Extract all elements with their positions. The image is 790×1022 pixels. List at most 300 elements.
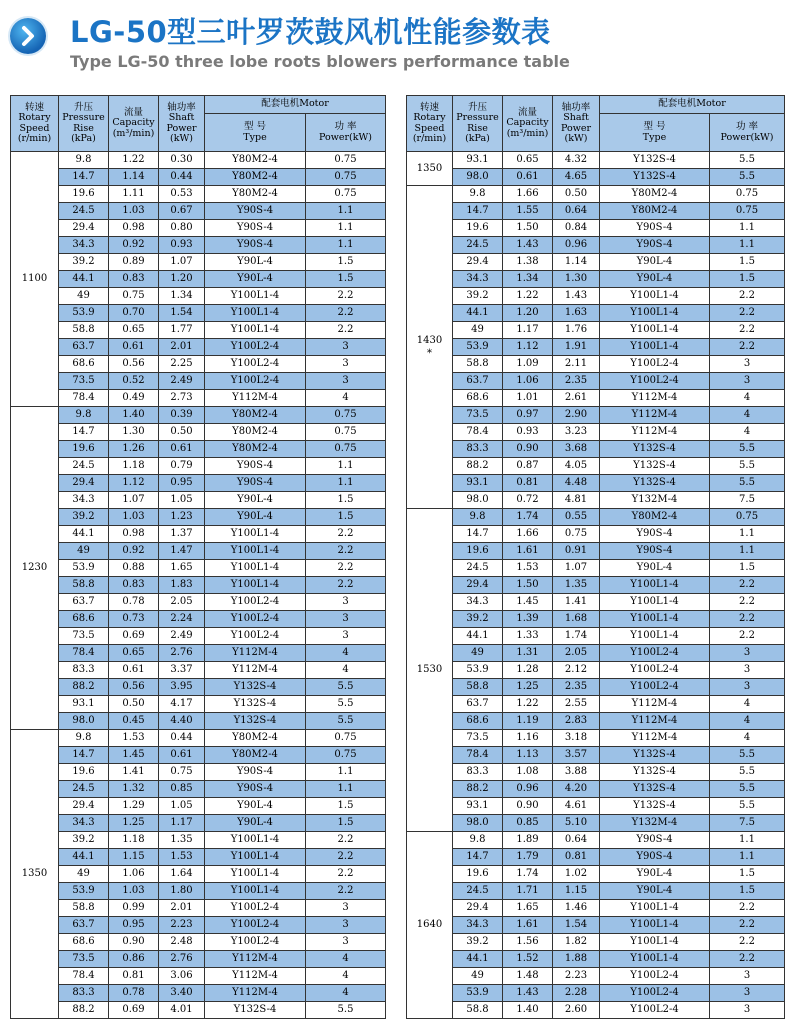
motor-type-cell: Y132S-4	[600, 747, 710, 764]
pressure-cell: 19.6	[453, 220, 503, 237]
shaft-power-cell: 1.53	[159, 849, 205, 866]
shaft-power-cell: 4.40	[159, 713, 205, 730]
motor-type-cell: Y90S-4	[600, 526, 710, 543]
shaft-power-cell: 3.23	[553, 424, 600, 441]
shaft-power-cell: 2.28	[553, 985, 600, 1002]
capacity-cell: 0.88	[109, 560, 159, 577]
motor-type-cell: Y112M-4	[205, 390, 306, 407]
motor-power-cell: 2.2	[306, 288, 386, 305]
capacity-cell: 1.12	[503, 339, 553, 356]
shaft-power-cell: 0.30	[159, 152, 205, 169]
shaft-power-cell: 0.84	[553, 220, 600, 237]
table-row	[407, 917, 785, 934]
motor-type-cell: Y100L1-4	[600, 934, 710, 951]
motor-type-cell: Y100L1-4	[205, 577, 306, 594]
capacity-cell: 0.93	[503, 424, 553, 441]
motor-type-cell: Y100L1-4	[205, 560, 306, 577]
pressure-cell: 73.5	[453, 407, 503, 424]
shaft-power-cell: 0.50	[159, 424, 205, 441]
capacity-cell: 0.52	[109, 373, 159, 390]
motor-power-cell: 5.5	[710, 747, 785, 764]
pressure-cell: 44.1	[453, 628, 503, 645]
table-row	[11, 186, 386, 203]
capacity-cell: 0.72	[503, 492, 553, 509]
motor-power-cell: 1.5	[306, 492, 386, 509]
capacity-cell: 0.81	[503, 475, 553, 492]
pressure-cell: 63.7	[59, 594, 109, 611]
pressure-cell: 49	[59, 866, 109, 883]
motor-type-cell: Y132S-4	[600, 475, 710, 492]
speed-cell: 1430 *	[407, 186, 453, 509]
pressure-cell: 88.2	[59, 1002, 109, 1019]
shaft-power-cell: 0.61	[159, 747, 205, 764]
motor-power-cell: 3	[710, 1002, 785, 1019]
motor-header: 配套电机Motor	[205, 96, 386, 114]
capacity-cell: 0.96	[503, 781, 553, 798]
motor-type-cell: Y90S-4	[600, 832, 710, 849]
motor-type-cell: Y100L2-4	[205, 611, 306, 628]
pressure-cell: 39.2	[453, 288, 503, 305]
motor-type-cell: Y112M-4	[600, 390, 710, 407]
pressure-cell: 78.4	[59, 645, 109, 662]
pressure-cell: 68.6	[59, 611, 109, 628]
table-row	[11, 917, 386, 934]
capacity-cell: 1.06	[503, 373, 553, 390]
motor-power-cell: 3	[710, 985, 785, 1002]
capacity-cell: 0.98	[109, 526, 159, 543]
shaft-power-cell: 2.76	[159, 645, 205, 662]
motor-power-cell: 0.75	[306, 747, 386, 764]
shaft-power-cell: 3.95	[159, 679, 205, 696]
shaft-power-cell: 1.74	[553, 628, 600, 645]
pressure-cell: 34.3	[453, 271, 503, 288]
motor-power-cell: 1.1	[710, 526, 785, 543]
performance-table-left	[10, 95, 386, 1019]
shaft-power-cell: 1.68	[553, 611, 600, 628]
pressure-cell: 39.2	[59, 832, 109, 849]
motor-type-cell: Y90L-4	[205, 271, 306, 288]
pressure-cell: 34.3	[453, 594, 503, 611]
speed-cell: 1100	[11, 152, 59, 407]
shaft-power-cell: 4.17	[159, 696, 205, 713]
table-row	[11, 611, 386, 628]
shaft-power-cell: 5.10	[553, 815, 600, 832]
motor-power-cell: 2.2	[306, 577, 386, 594]
table-row	[11, 424, 386, 441]
table-row	[407, 662, 785, 679]
motor-power-cell: 4	[306, 968, 386, 985]
motor-power-header: 功 率 Power(kW)	[306, 114, 386, 152]
motor-type-cell: Y90S-4	[600, 543, 710, 560]
pressure-cell: 83.3	[453, 441, 503, 458]
motor-type-cell: Y100L1-4	[600, 339, 710, 356]
shaft-power-cell: 1.30	[553, 271, 600, 288]
shaft-power-cell: 0.55	[553, 509, 600, 526]
shaft-power-cell: 1.47	[159, 543, 205, 560]
motor-type-cell: Y132M-4	[600, 815, 710, 832]
pressure-cell: 73.5	[453, 730, 503, 747]
table-row	[11, 390, 386, 407]
shaft-power-cell: 2.01	[159, 900, 205, 917]
table-row	[11, 407, 386, 424]
pressure-cell: 39.2	[453, 934, 503, 951]
shaft-power-cell: 4.48	[553, 475, 600, 492]
motor-type-cell: Y100L2-4	[205, 373, 306, 390]
table-row	[407, 203, 785, 220]
motor-power-cell: 4	[710, 696, 785, 713]
pressure-cell: 9.8	[453, 186, 503, 203]
shaft-power-cell: 1.88	[553, 951, 600, 968]
capacity-cell: 0.95	[109, 917, 159, 934]
motor-power-cell: 5.5	[710, 781, 785, 798]
shaft-power-cell: 1.41	[553, 594, 600, 611]
pressure-cell: 88.2	[59, 679, 109, 696]
capacity-cell: 1.74	[503, 509, 553, 526]
motor-type-cell: Y90L-4	[600, 254, 710, 271]
pressure-cell: 39.2	[59, 254, 109, 271]
pressure-cell: 53.9	[453, 985, 503, 1002]
motor-power-cell: 1.1	[710, 543, 785, 560]
motor-type-cell: Y100L1-4	[600, 611, 710, 628]
pressure-cell: 39.2	[453, 611, 503, 628]
motor-power-cell: 4	[306, 662, 386, 679]
pressure-cell: 9.8	[59, 407, 109, 424]
table-row	[407, 577, 785, 594]
pressure-cell: 9.8	[59, 152, 109, 169]
shaft-power-cell: 0.81	[553, 849, 600, 866]
table-row	[407, 730, 785, 747]
motor-power-cell: 2.2	[306, 526, 386, 543]
motor-power-cell: 1.1	[306, 764, 386, 781]
pressure-cell: 63.7	[453, 696, 503, 713]
capacity-cell: 0.61	[109, 662, 159, 679]
motor-power-cell: 5.5	[710, 152, 785, 169]
capacity-cell: 1.61	[503, 543, 553, 560]
shaft-power-cell: 2.24	[159, 611, 205, 628]
shaft-power-cell: 1.23	[159, 509, 205, 526]
motor-type-cell: Y112M-4	[600, 696, 710, 713]
page-subtitle: Type LG-50 three lobe roots blowers performance table	[70, 52, 570, 71]
table-row	[407, 322, 785, 339]
motor-power-cell: 3	[710, 645, 785, 662]
shaft-power-cell: 0.44	[159, 169, 205, 186]
table-row	[407, 628, 785, 645]
shaft-power-cell: 1.34	[159, 288, 205, 305]
shaft-power-cell: 0.85	[159, 781, 205, 798]
shaft-power-cell: 1.15	[553, 883, 600, 900]
chevron-right-circle-icon	[10, 18, 46, 54]
capacity-cell: 0.65	[503, 152, 553, 169]
motor-type-cell: Y90L-4	[600, 560, 710, 577]
table-row	[407, 968, 785, 985]
pressure-cell: 44.1	[453, 951, 503, 968]
table-row	[407, 832, 785, 849]
motor-type-cell: Y100L2-4	[600, 662, 710, 679]
table-row	[407, 220, 785, 237]
shaft-power-cell: 2.60	[553, 1002, 600, 1019]
motor-power-cell: 5.5	[710, 475, 785, 492]
shaft-power-cell: 2.83	[553, 713, 600, 730]
motor-power-cell: 4	[710, 730, 785, 747]
table-row	[11, 441, 386, 458]
table-row	[407, 934, 785, 951]
pressure-cell: 68.6	[59, 356, 109, 373]
capacity-cell: 0.78	[109, 594, 159, 611]
shaft-power-cell: 2.61	[553, 390, 600, 407]
capacity-cell: 1.56	[503, 934, 553, 951]
table-row	[11, 1002, 386, 1019]
capacity-cell: 1.40	[503, 1002, 553, 1019]
motor-type-cell: Y80M2-4	[205, 730, 306, 747]
motor-power-cell: 1.5	[710, 866, 785, 883]
motor-power-cell: 0.75	[710, 203, 785, 220]
capacity-cell: 1.52	[503, 951, 553, 968]
table-row	[407, 1002, 785, 1019]
motor-type-cell: Y100L1-4	[600, 900, 710, 917]
motor-type-cell: Y132S-4	[600, 458, 710, 475]
motor-power-cell: 3	[306, 900, 386, 917]
motor-type-cell: Y112M-4	[205, 645, 306, 662]
motor-type-cell: Y100L1-4	[600, 628, 710, 645]
table-row	[11, 747, 386, 764]
motor-type-cell: Y100L1-4	[205, 883, 306, 900]
shaft-power-header: 轴功率 Shaft Power (kW)	[553, 96, 600, 152]
motor-power-cell: 0.75	[306, 441, 386, 458]
pressure-header: 升压 Pressure Rise (kPa)	[59, 96, 109, 152]
pressure-cell: 58.8	[59, 577, 109, 594]
capacity-cell: 1.29	[109, 798, 159, 815]
motor-type-cell: Y90S-4	[205, 764, 306, 781]
motor-power-cell: 2.2	[710, 611, 785, 628]
pressure-cell: 44.1	[453, 305, 503, 322]
pressure-cell: 93.1	[453, 152, 503, 169]
motor-power-cell: 1.1	[710, 237, 785, 254]
pressure-cell: 78.4	[59, 968, 109, 985]
motor-power-cell: 2.2	[710, 917, 785, 934]
table-row	[11, 526, 386, 543]
table-row	[407, 186, 785, 203]
motor-type-cell: Y112M-4	[205, 968, 306, 985]
motor-power-cell: 3	[306, 339, 386, 356]
pressure-cell: 24.5	[453, 560, 503, 577]
shaft-power-cell: 1.20	[159, 271, 205, 288]
shaft-power-cell: 1.14	[553, 254, 600, 271]
capacity-cell: 1.13	[503, 747, 553, 764]
motor-type-cell: Y100L1-4	[205, 288, 306, 305]
motor-power-cell: 2.2	[710, 322, 785, 339]
capacity-cell: 0.81	[109, 968, 159, 985]
page-title: LG-50型三叶罗茨鼓风机性能参数表	[70, 15, 551, 49]
table-row	[11, 883, 386, 900]
shaft-power-cell: 2.49	[159, 628, 205, 645]
motor-type-cell: Y90S-4	[205, 203, 306, 220]
motor-power-cell: 3	[710, 373, 785, 390]
motor-type-cell: Y100L2-4	[205, 339, 306, 356]
motor-type-cell: Y90L-4	[205, 492, 306, 509]
table-row	[407, 169, 785, 186]
motor-power-cell: 2.2	[710, 305, 785, 322]
table-row	[11, 254, 386, 271]
motor-type-cell: Y112M-4	[205, 662, 306, 679]
table-row	[407, 458, 785, 475]
table-row	[407, 560, 785, 577]
capacity-cell: 1.22	[503, 288, 553, 305]
motor-power-cell: 5.5	[306, 713, 386, 730]
motor-power-cell: 2.2	[306, 543, 386, 560]
capacity-cell: 1.09	[503, 356, 553, 373]
table-row	[11, 832, 386, 849]
capacity-cell: 0.61	[109, 339, 159, 356]
motor-type-cell: Y100L2-4	[205, 900, 306, 917]
capacity-cell: 1.06	[109, 866, 159, 883]
motor-type-cell: Y100L2-4	[600, 679, 710, 696]
motor-power-cell: 1.1	[306, 475, 386, 492]
pressure-cell: 78.4	[453, 424, 503, 441]
table-row	[11, 356, 386, 373]
motor-power-cell: 3	[306, 611, 386, 628]
motor-power-cell: 5.5	[306, 696, 386, 713]
motor-power-cell: 4	[306, 645, 386, 662]
motor-type-cell: Y100L1-4	[205, 849, 306, 866]
table-row	[407, 679, 785, 696]
table-row	[407, 407, 785, 424]
performance-table-right	[406, 95, 785, 1019]
pressure-cell: 53.9	[59, 560, 109, 577]
motor-type-cell: Y100L1-4	[600, 305, 710, 322]
motor-type-cell: Y100L1-4	[205, 866, 306, 883]
shaft-power-cell: 0.64	[553, 203, 600, 220]
capacity-cell: 1.61	[503, 917, 553, 934]
capacity-cell: 1.22	[503, 696, 553, 713]
pressure-cell: 19.6	[453, 866, 503, 883]
table-row	[407, 815, 785, 832]
pressure-cell: 88.2	[453, 458, 503, 475]
shaft-power-cell: 1.46	[553, 900, 600, 917]
capacity-cell: 0.61	[503, 169, 553, 186]
speed-cell: 1350	[407, 152, 453, 186]
motor-power-cell: 2.2	[306, 560, 386, 577]
speed-cell: 1350	[11, 730, 59, 1019]
shaft-power-cell: 1.43	[553, 288, 600, 305]
pressure-cell: 78.4	[59, 390, 109, 407]
motor-type-cell: Y100L2-4	[205, 356, 306, 373]
motor-power-cell: 4	[306, 985, 386, 1002]
pressure-cell: 63.7	[453, 373, 503, 390]
capacity-cell: 0.73	[109, 611, 159, 628]
table-row	[407, 424, 785, 441]
table-row	[407, 492, 785, 509]
motor-type-cell: Y132M-4	[600, 492, 710, 509]
capacity-header: 流量 Capacity (m³/min)	[503, 96, 553, 152]
pressure-cell: 19.6	[59, 186, 109, 203]
capacity-cell: 1.50	[503, 577, 553, 594]
pressure-cell: 24.5	[59, 458, 109, 475]
capacity-cell: 0.65	[109, 645, 159, 662]
shaft-power-cell: 3.37	[159, 662, 205, 679]
capacity-cell: 1.38	[503, 254, 553, 271]
shaft-power-cell: 1.65	[159, 560, 205, 577]
pressure-cell: 29.4	[59, 475, 109, 492]
table-row	[11, 458, 386, 475]
capacity-cell: 1.40	[109, 407, 159, 424]
motor-power-cell: 0.75	[306, 407, 386, 424]
motor-power-cell: 0.75	[710, 186, 785, 203]
pressure-cell: 98.0	[453, 169, 503, 186]
motor-power-cell: 1.1	[306, 203, 386, 220]
table-row	[11, 934, 386, 951]
motor-power-cell: 0.75	[306, 152, 386, 169]
table-row	[11, 866, 386, 883]
motor-type-cell: Y100L2-4	[205, 917, 306, 934]
capacity-cell: 1.45	[109, 747, 159, 764]
motor-type-cell: Y100L2-4	[205, 628, 306, 645]
motor-power-cell: 3	[306, 373, 386, 390]
table-row	[407, 883, 785, 900]
capacity-cell: 0.90	[503, 798, 553, 815]
motor-power-cell: 0.75	[306, 424, 386, 441]
capacity-cell: 0.65	[109, 322, 159, 339]
motor-type-cell: Y90S-4	[205, 781, 306, 798]
capacity-cell: 1.43	[503, 985, 553, 1002]
motor-power-cell: 4	[710, 407, 785, 424]
shaft-power-cell: 1.07	[553, 560, 600, 577]
table-row	[407, 288, 785, 305]
motor-power-cell: 1.1	[306, 458, 386, 475]
pressure-cell: 53.9	[59, 305, 109, 322]
capacity-cell: 1.89	[503, 832, 553, 849]
table-row	[407, 305, 785, 322]
motor-power-cell: 1.5	[306, 815, 386, 832]
pressure-cell: 58.8	[59, 900, 109, 917]
motor-power-cell: 5.5	[710, 441, 785, 458]
motor-power-cell: 2.2	[710, 577, 785, 594]
motor-type-cell: Y132S-4	[205, 696, 306, 713]
table-row	[11, 152, 386, 169]
table-row	[11, 798, 386, 815]
motor-type-cell: Y90L-4	[600, 883, 710, 900]
table-row	[11, 679, 386, 696]
motor-power-cell: 5.5	[710, 458, 785, 475]
pressure-cell: 49	[59, 543, 109, 560]
pressure-cell: 14.7	[59, 747, 109, 764]
capacity-cell: 1.18	[109, 832, 159, 849]
motor-power-cell: 0.75	[710, 509, 785, 526]
motor-type-cell: Y90L-4	[205, 254, 306, 271]
capacity-cell: 0.99	[109, 900, 159, 917]
capacity-cell: 0.49	[109, 390, 159, 407]
capacity-cell: 1.45	[503, 594, 553, 611]
table-row	[11, 509, 386, 526]
pressure-cell: 14.7	[59, 424, 109, 441]
pressure-header: 升压 Pressure Rise (kPa)	[453, 96, 503, 152]
motor-power-cell: 5.5	[710, 169, 785, 186]
motor-type-cell: Y90S-4	[600, 220, 710, 237]
pressure-cell: 34.3	[59, 815, 109, 832]
shaft-power-cell: 4.65	[553, 169, 600, 186]
shaft-power-cell: 2.35	[553, 679, 600, 696]
capacity-cell: 1.17	[503, 322, 553, 339]
motor-type-cell: Y100L2-4	[600, 645, 710, 662]
pressure-cell: 83.3	[59, 985, 109, 1002]
speed-header: 转速 Rotary Speed (r/min)	[407, 96, 453, 152]
table-row	[11, 305, 386, 322]
pressure-cell: 29.4	[59, 798, 109, 815]
capacity-cell: 0.98	[109, 220, 159, 237]
motor-type-cell: Y132S-4	[600, 169, 710, 186]
motor-type-cell: Y132S-4	[600, 764, 710, 781]
capacity-cell: 1.71	[503, 883, 553, 900]
motor-type-cell: Y100L1-4	[600, 288, 710, 305]
